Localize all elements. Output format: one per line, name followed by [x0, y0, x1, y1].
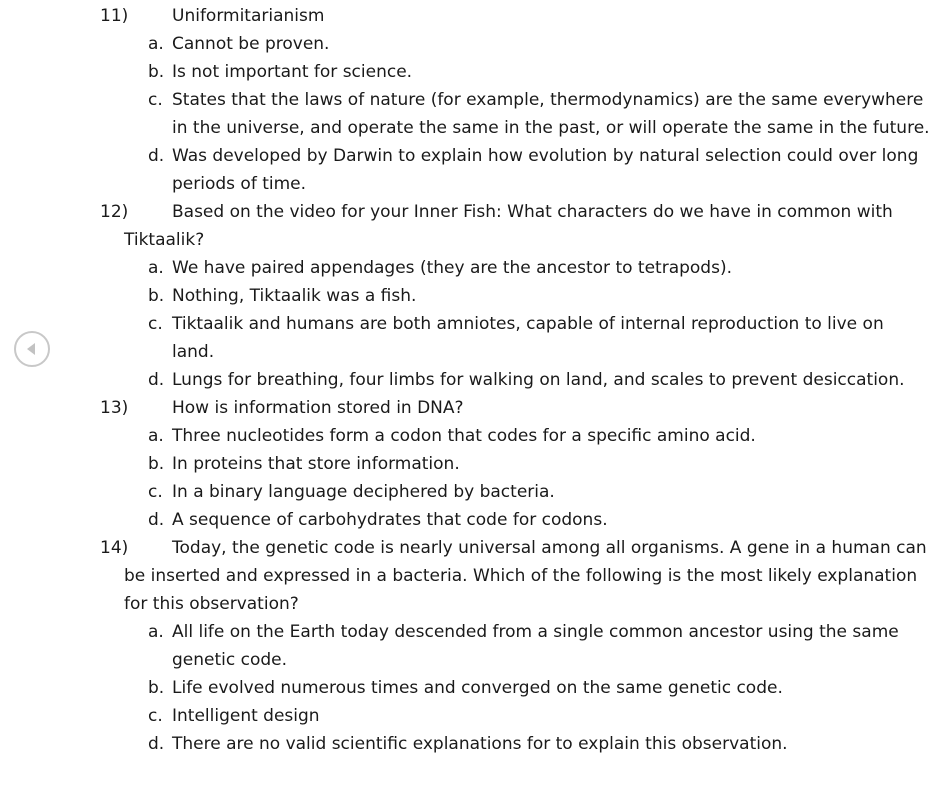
question-13-text: How is information stored in DNA?: [172, 398, 464, 418]
q11-option-a-letter: a.: [148, 34, 164, 54]
q14-option-a-letter: a.: [148, 622, 164, 642]
q12-option-c-text-cont: land.: [172, 342, 215, 362]
question-12-text: Based on the video for your Inner Fish: What characters do we have in common with: [172, 202, 893, 222]
q11-option-a-text: Cannot be proven.: [172, 34, 330, 54]
q13-option-c-letter: c.: [148, 482, 163, 502]
question-12-number: 12): [100, 202, 129, 222]
q13-option-d-letter: d.: [148, 510, 165, 530]
q12-option-a-letter: a.: [148, 258, 164, 278]
q11-option-c-text: States that the laws of nature (for example, thermodynamics) are the same everywhere: [172, 90, 924, 110]
q12-option-b-text: Nothing, Tiktaalik was a fish.: [172, 286, 417, 306]
q13-option-a-text: Three nucleotides form a codon that codes for a specific amino acid.: [172, 426, 756, 446]
q14-option-a-text: All life on the Earth today descended from a single common ancestor using the same: [172, 622, 899, 642]
q12-option-c-letter: c.: [148, 314, 163, 334]
q11-option-d-text: Was developed by Darwin to explain how evolution by natural selection could over long: [172, 146, 919, 166]
q11-option-b-letter: b.: [148, 62, 165, 82]
q11-option-d-text-cont: periods of time.: [172, 174, 307, 194]
question-14-text-cont-2: for this observation?: [124, 594, 299, 614]
question-12-text-cont: Tiktaalik?: [124, 230, 205, 250]
q13-option-c-text: In a binary language deciphered by bacteria.: [172, 482, 555, 502]
back-button[interactable]: [14, 331, 50, 367]
q13-option-a-letter: a.: [148, 426, 164, 446]
question-13-number: 13): [100, 398, 129, 418]
q14-option-d-text: There are no valid scientific explanations for to explain this observation.: [172, 734, 788, 754]
q13-option-b-text: In proteins that store information.: [172, 454, 460, 474]
q13-option-d-text: A sequence of carbohydrates that code for codons.: [172, 510, 608, 530]
q13-option-b-letter: b.: [148, 454, 165, 474]
q11-option-c-text-cont: in the universe, and operate the same in the past, or will operate the same in the future.: [172, 118, 930, 138]
q12-option-d-text: Lungs for breathing, four limbs for walking on land, and scales to prevent desiccation.: [172, 370, 905, 390]
question-14-number: 14): [100, 538, 129, 558]
q14-option-a-text-cont: genetic code.: [172, 650, 288, 670]
q11-option-d-letter: d.: [148, 146, 165, 166]
chevron-left-icon: [24, 341, 40, 357]
q14-option-d-letter: d.: [148, 734, 165, 754]
question-11-number: 11): [100, 6, 129, 26]
q12-option-d-letter: d.: [148, 370, 165, 390]
question-14-text-cont-1: be inserted and expressed in a bacteria. Which of the following is the most likely explanation: [124, 566, 918, 586]
q12-option-c-text: Tiktaalik and humans are both amniotes, capable of internal reproduction to live on: [172, 314, 884, 334]
q14-option-b-letter: b.: [148, 678, 165, 698]
q11-option-c-letter: c.: [148, 90, 163, 110]
question-11-text: Uniformitarianism: [172, 6, 325, 26]
q14-option-b-text: Life evolved numerous times and converged on the same genetic code.: [172, 678, 783, 698]
q14-option-c-letter: c.: [148, 706, 163, 726]
q12-option-b-letter: b.: [148, 286, 165, 306]
q12-option-a-text: We have paired appendages (they are the ancestor to tetrapods).: [172, 258, 732, 278]
question-14-text: Today, the genetic code is nearly universal among all organisms. A gene in a human can: [172, 538, 927, 558]
q11-option-b-text: Is not important for science.: [172, 62, 413, 82]
q14-option-c-text: Intelligent design: [172, 706, 320, 726]
